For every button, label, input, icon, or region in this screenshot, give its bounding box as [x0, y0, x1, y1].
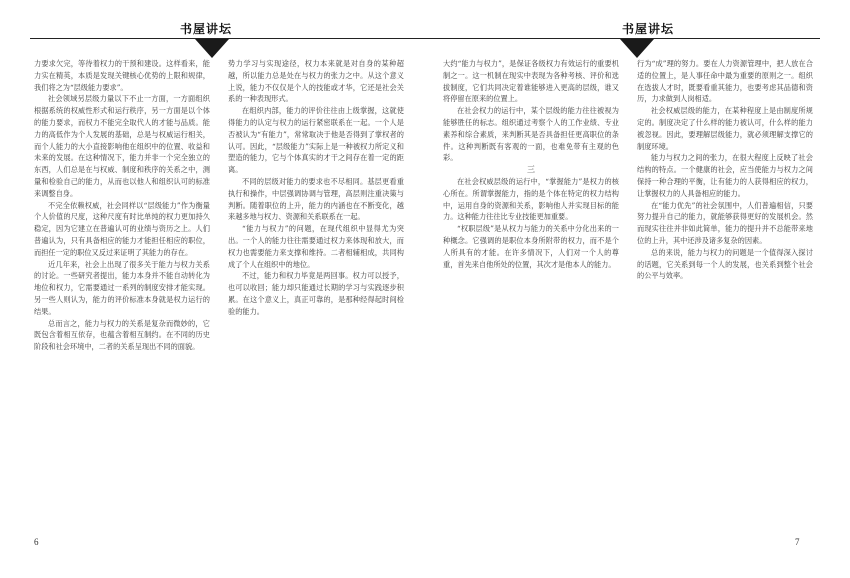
text-column-1 [34, 58, 210, 540]
page-number: 6 [34, 537, 39, 547]
paragraph: 在社会权威层级的运行中，“掌握能力”是权力的核心所在。所谓掌握能力，指的是个体在特定的权力结构中，运用自身的资源和关系，影响他人并实现目标的能力。这种能力往往比专业技能更加重要。 [443, 176, 619, 222]
paragraph: 行为“成”理的努力。要在人力资源管理中，把人放在合适的位置上，是人事任命中最为重要的原则之一。组织在选拔人才时，既要看重其能力，也要考虑其品德和资历，力求做到人岗相适。 [637, 59, 813, 104]
paragraph: 总的来说，能力与权力的问题是一个值得深入探讨的话题，它关系到每一个人的发展，也关系到整个社会的公平与效率。 [637, 247, 813, 281]
paragraph: 在社会权力的运行中，某个层级的能力往往被视为能够胜任的标志。组织通过考察个人的工作业绩、专业素养和综合素质，来判断其是否具备担任更高职位的条件。这种判断既有客观的一面，也难免带有主观的色彩。 [443, 106, 619, 163]
right-page [425, 0, 850, 578]
section-number: 三 [527, 165, 535, 175]
paragraph: “权职层级”是从权力与能力的关系中分化出来的一种概念。它强调的是职位本身所附带的权力，而不是个人所具有的才能。在许多情况下，人们对一个人的尊重，首先来自他所处的位置，其次才是他本人的能力。 [443, 224, 619, 269]
text-column-2 [637, 58, 813, 540]
paragraph: “能力与权力”的问题，在现代组织中显得尤为突出。一个人的能力往往需要通过权力来体现和放大，而权力也需要能力来支撑和维持。二者相辅相成，共同构成了个人在组织中的地位。 [228, 224, 404, 269]
text-column-2 [228, 58, 404, 540]
paragraph: 社会权威层级的能力，在某种程度上是由制度所规定的。制度决定了什么样的能力被认可，什么样的能力被忽视。因此，要理解层级能力，就必须理解支撑它的制度环境。 [637, 106, 813, 151]
paragraph: 大约“能力与权力”，是保证各级权力有效运行的重要机制之一。这一机制在现实中表现为各种考核、评价和选拔制度，它们共同决定着谁能够进入更高的层级，谁又将停留在原来的位置上。 [443, 59, 619, 104]
paragraph: 在组织内部，能力的评价往往由上级掌握，这就使得能力的认定与权力的运行紧密联系在一起。一个人是否被认为“有能力”，常常取决于他是否得到了掌权者的认可。因此，“层级能力”实际上是一种被权力所定义和塑造的能力，它与个体真实的才干之间存在着一定的距离。 [228, 106, 404, 175]
header-triangle-ornament [195, 39, 229, 58]
paragraph: 不过，能力和权力毕竟是两回事。权力可以授予，也可以收回；能力却只能通过长期的学习与实践逐步积累。在这个意义上，真正可靠的，是那种经得起时间检验的能力。 [228, 271, 404, 316]
paragraph: 不同的层级对能力的要求也不尽相同。基层更看重执行和操作，中层强调协调与管理，高层则注重决策与判断。随着职位的上升，能力的内涵也在不断变化，越来越多地与权力、资源和关系联系在一起。 [228, 176, 404, 222]
paragraph: 总而言之，能力与权力的关系是复杂而微妙的，它既包含着相互依存，也蕴含着相互制约。在不同的历史阶段和社会环境中，二者的关系呈现出不同的面貌。 [34, 318, 210, 352]
running-header: 书屋讲坛 [180, 22, 233, 36]
paragraph: 能力与权力之间的张力，在很大程度上反映了社会结构的特点。一个健康的社会，应当使能力与权力之间保持一种合理的平衡，让有能力的人获得相应的权力，让掌握权力的人具备相应的能力。 [637, 153, 813, 198]
header-triangle-ornament [620, 39, 654, 58]
paragraph: 势力学习与实现途径，权力本来就是对自身的某种超越，所以能力总是处在与权力的张力之中。从这个意义上说，能力不仅仅是个人的技能或才华，它还是社会关系的一种表现形式。 [228, 59, 404, 104]
paragraph: 不完全依赖权威，社会同样以“层级能力”作为衡量个人价值的尺度，这种尺度有时比单纯的权力更加持久稳定，因为它建立在普遍认可的业绩与资历之上。人们普遍认为，只有具备相应的能力才能担任相应的职位，而担任一定的职位又反过来证明了其能力的存在。 [34, 200, 210, 257]
paragraph: 力要求欠完，等待着权力的干预和建设。这样看来，能力实在精英，本质是发现关键核心优势的上限和规律，我们将之为“层级能力要求”。 [34, 59, 210, 92]
paragraph: 在“能力优先”的社会氛围中，人们普遍相信，只要努力提升自己的能力，就能够获得更好的发展机会。然而现实往往并非如此简单，能力的提升并不总能带来地位的上升，其中还涉及诸多复杂的因素。 [637, 200, 813, 245]
paragraph: 社会领域另层级力量以下不止一方面，一方面组织根据系统的权威性形式和运行秩序，另一方面是以个体的能力要求，而权力不能完全取代人的才能与品质。能力的高低作为个人发展的基础，总是与权威运行相关，而个人能力的大小直接影响他在组织中的位置、收益和未来的发展。在这种情况下，能力并非一个完全独立的东西，人们总是在与权威、制度和秩序的关系之中，测量和检验自己的能力，从而也以他人和组织认可的标准来调整自身。 [34, 94, 210, 198]
text-column-1 [443, 58, 619, 540]
running-header: 书屋讲坛 [622, 22, 675, 36]
paragraph: 近几年来，社会上出现了很多关于能力与权力关系的讨论。一些研究者提出，能力本身并不能自动转化为地位和权力，它需要通过一系列的制度安排才能实现。另一些人则认为，能力的评价标准本身就是权力运行的结果。 [34, 259, 210, 316]
page-number: 7 [795, 537, 800, 547]
